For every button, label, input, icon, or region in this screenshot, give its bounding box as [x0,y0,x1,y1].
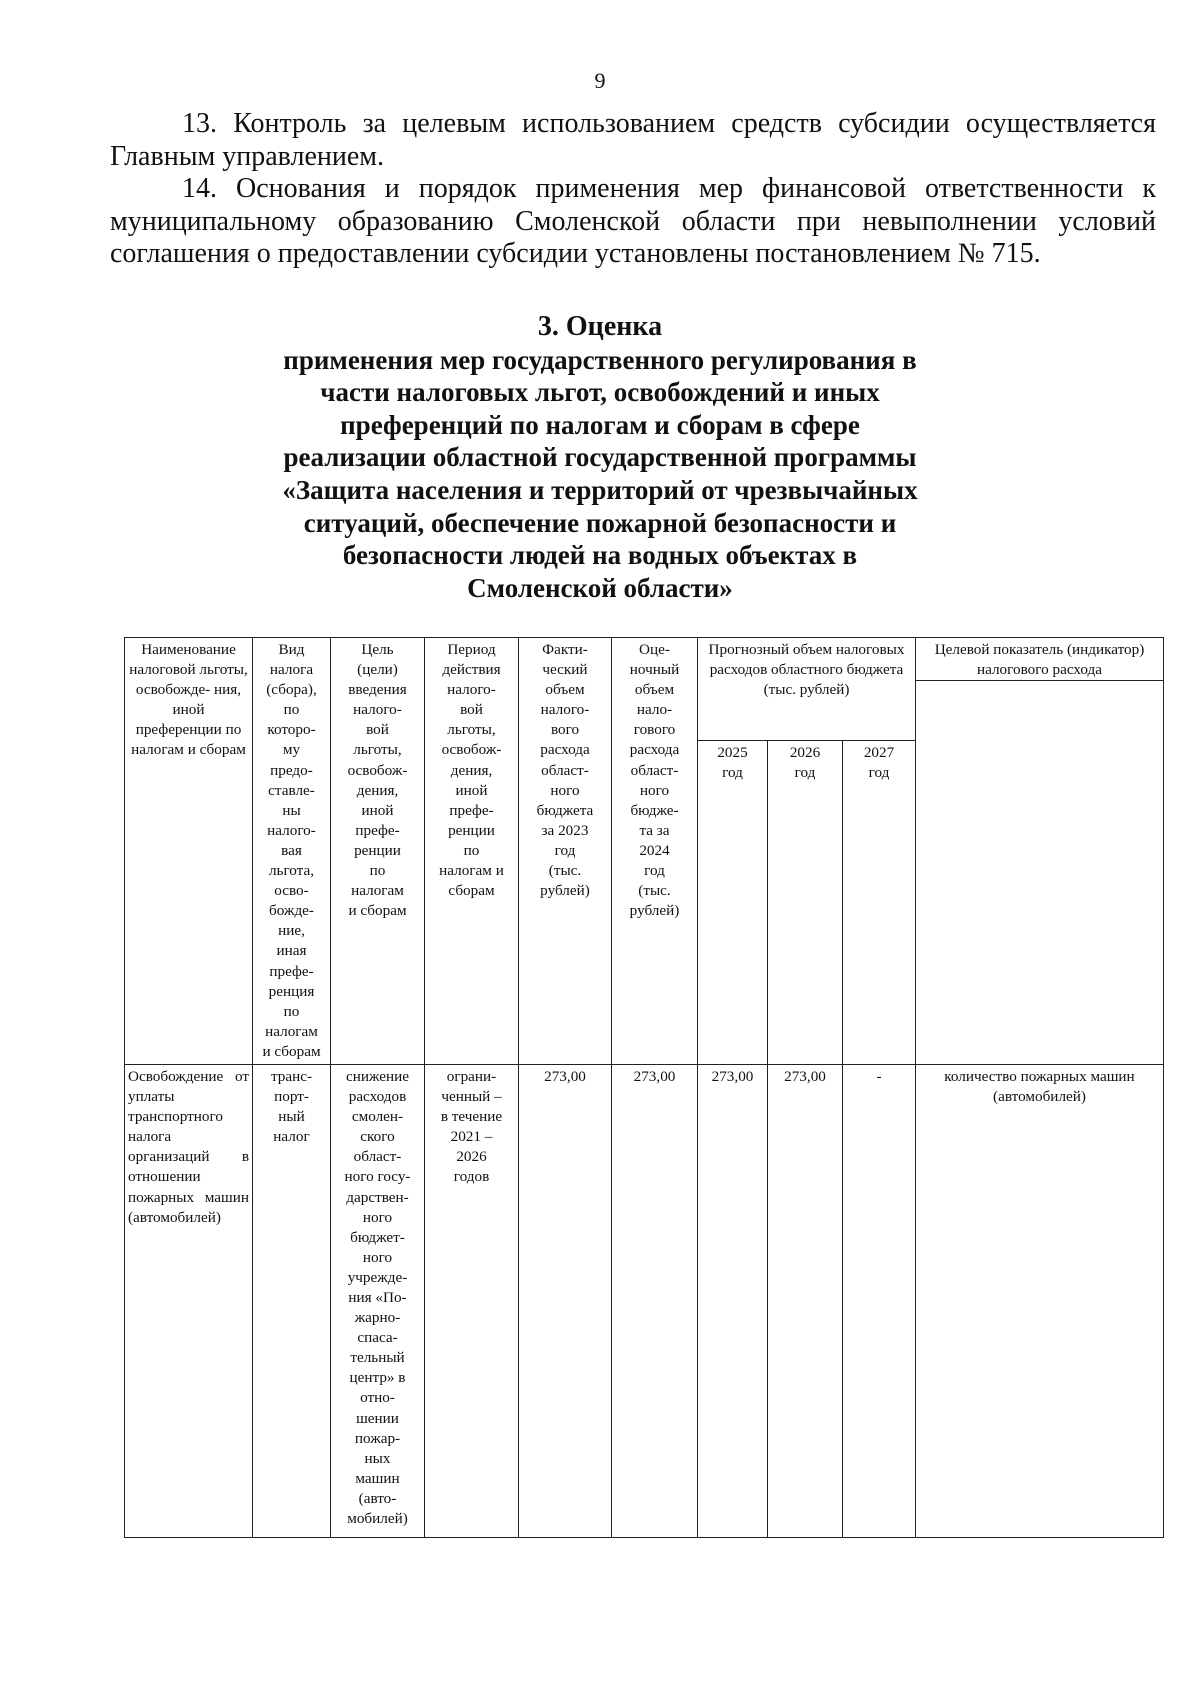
section-title-line: реализации областной государственной программы [283,442,917,473]
cell-year-2025: 273,00 [698,1064,768,1537]
cell-year-2026: 273,00 [768,1064,843,1537]
header-target-blank [916,741,1164,1065]
cell-target-indicator: количество пожарных машин (автомобилей) [916,1064,1164,1537]
cell-actual-volume: 273,00 [519,1064,612,1537]
cell-benefit-name: Освобождение от уплаты транспортного налога организаций в отношении пожарных машин (автомобилей) [125,1064,253,1537]
header-tax-type: Вид налога (сбора), по которо- му предо- ставле- ны налого- вая льгота, осво- божде- ние, иная префе- ренция по налогам и сборам [253,638,331,1065]
section-heading [240,311,960,604]
header-year-2025: 2025 год [698,741,768,1065]
section-title-line: ситуаций, обеспечение пожарной безопасности и [303,507,897,538]
section-title-line: части налоговых льгот, освобождений и иных [320,377,880,408]
section-title-line: безопасности людей на водных объектах в [342,540,858,571]
header-period: Период действия налого- вой льготы, освобож- дения, иной префе- ренции по налогам и сборам [425,638,519,1065]
table-header-row [125,638,1164,741]
page-number: 9 [594,68,606,93]
tax-expenditure-table [124,637,1164,1538]
cell-tax-type: транс- порт- ный налог [253,1064,331,1537]
header-year-2026: 2026 год [768,741,843,1065]
section-number: 3. Оценка [537,311,663,342]
header-target-indicator: Целевой показатель (индикатор) налогового расхода [916,638,1164,741]
section-title-line: применения мер государственного регулирования в [283,344,917,375]
paragraph-13: 13. Контроль за целевым использованием средств субсидии осуществляется Главным управлением. [110,108,1156,172]
section-title-line: преференций по налогам и сборам в сфере [340,409,860,440]
header-forecast-volume: Прогнозный объем налоговых расходов областного бюджета (тыс. рублей) [698,638,916,741]
header-year-2027: 2027 год [843,741,916,1065]
section-title-line: Смоленской области» [467,572,733,603]
cell-estimated-volume: 273,00 [612,1064,698,1537]
body-text [110,108,1156,271]
header-estimated-volume: Оце- ночный объем нало- гового расхода област- ного бюдже- та за 2024 год (тыс. рублей) [612,638,698,1065]
table-row [125,1064,1164,1537]
cell-period: ограни- ченный – в течение 2021 – 2026 годов [425,1064,519,1537]
header-goal: Цель (цели) введения налого- вой льготы, освобож- дения, иной префе- ренции по налогам и сборам [331,638,425,1065]
section-title-line: «Защита населения и территорий от чрезвычайных [282,474,918,505]
header-actual-volume: Факти- ческий объем налого- вого расхода област- ного бюджета за 2023 год (тыс. рублей) [519,638,612,1065]
cell-year-2027: - [843,1064,916,1537]
cell-goal: снижение расходов смолен- ского област- ного госу- дарствен- ного бюджет- ного учрежде- ния «По- жарно- спаса- тельный центр» в отно- шении пожар- ных машин (авто- мобилей) [331,1064,425,1537]
paragraph-14: 14. Основания и порядок применения мер финансовой ответственности к муниципальному образованию Смоленской области при невыполнении условий соглашения о предоставлении субсидии установлены постановлением № 715. [110,173,1156,269]
header-benefit-name: Наименование налоговой льготы, освобожде- ния, иной преференции по налогам и сборам [125,638,253,1065]
